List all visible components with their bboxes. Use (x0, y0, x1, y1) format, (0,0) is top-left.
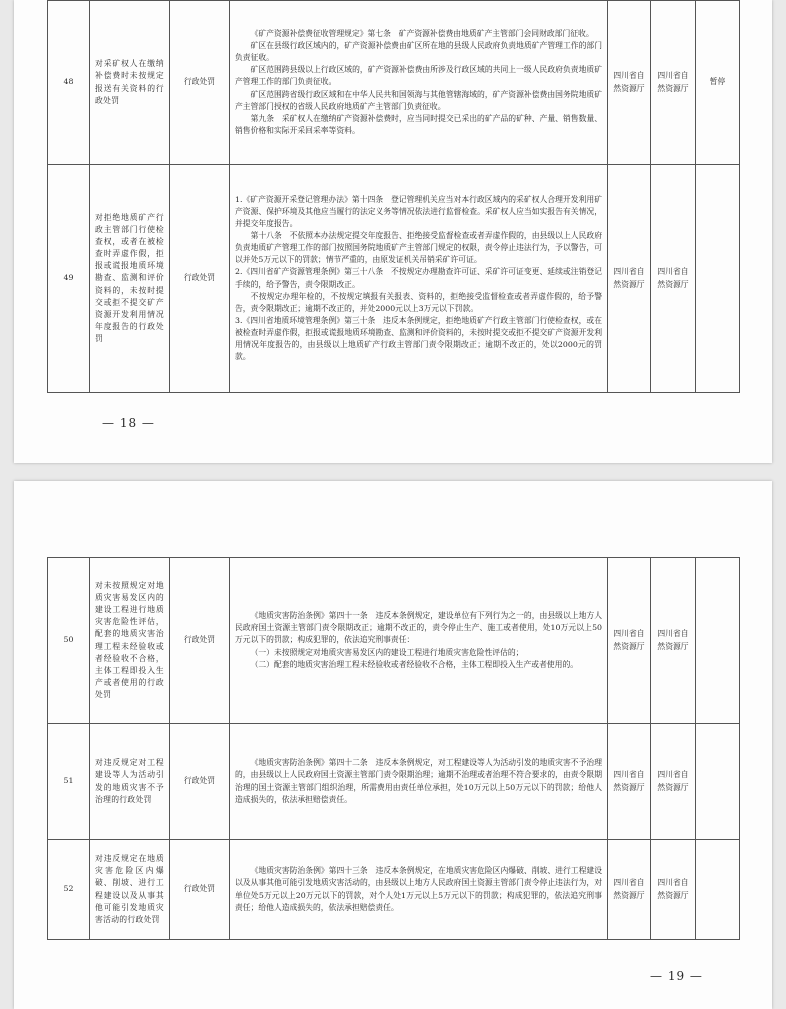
basis-paragraph: 2.《四川省矿产资源管理条例》第三十八条 不按规定办理勘查许可证、采矿许可证变更、延续或注销登记手续的，给予警告，责令限期改正。 (235, 267, 602, 289)
implementing-agency: 四川省自然资源厅 (608, 840, 651, 940)
item-type: 行政处罚 (170, 840, 230, 940)
remark: 暂停 (696, 1, 740, 165)
table-row (48, 1, 740, 165)
basis-paragraph: （一）未按照规定对地质灾害易发区内的建设工程进行地质灾害危险性评估的； (250, 647, 524, 657)
table-row (48, 724, 740, 840)
basis-paragraph: 《地质灾害防治条例》第四十二条 违反本条例规定，对工程建设等人为活动引发的地质灾害不予治理的，由县级以上人民政府国土资源主管部门责令限期治理；逾期不治理或者治理不符合要求的，由责令限期治理的国土资源主管部门组织治理，所需费用由责任单位承担，处10万元以上50万元以下的罚款；给他人造成损失的，依法承担赔偿责任。 (235, 758, 602, 804)
remark (696, 165, 740, 393)
table-row (48, 165, 740, 393)
basis-paragraph: 矿区范围跨省级行政区域和在中华人民共和国领海与其他管辖海域的，矿产资源补偿费由国务院地质矿产主管部门授权的省级人民政府地质矿产主管部门负责征收。 (235, 89, 602, 111)
document-page-19 (14, 481, 772, 1009)
table-row (48, 558, 740, 724)
remark (696, 840, 740, 940)
basis-paragraph: 1.《矿产资源开采登记管理办法》第十四条 登记管理机关应当对本行政区域内的采矿权人合理开发利用矿产资源、保护环境及其他应当履行的法定义务等情况依法进行监督检查。采矿权人应当如实报告有关情况，并提交年度报告。 (235, 194, 602, 229)
basis-paragraph: 《矿产资源补偿费征收管理规定》第七条 矿产资源补偿费由地质矿产主管部门会同财政部门征收。 (250, 29, 594, 39)
power-list-table (47, 0, 740, 393)
remark (696, 558, 740, 724)
item-name: 对违反规定在地质灾害危险区内爆破、削坡、进行工程建设以及从事其他可能引发地质灾害活动的行政处罚 (90, 840, 170, 940)
row-number: 48 (48, 1, 90, 165)
basis-paragraph: 矿区在县级行政区域内的，矿产资源补偿费由矿区所在地的县级人民政府负责地质矿产管理工作的部门负责征收。 (235, 41, 602, 63)
legal-basis (230, 724, 608, 840)
power-list-table (47, 557, 740, 940)
basis-paragraph: 《地质灾害防治条例》第四十一条 违反本条例规定，建设单位有下列行为之一的，由县级以上地方人民政府国土资源主管部门责令限期改正；逾期不改正的，责令停止生产、施工或者使用，处10万元以上50万元以下的罚款；构成犯罪的，依法追究刑事责任： (235, 611, 602, 645)
legal-basis (230, 1, 608, 165)
item-type: 行政处罚 (170, 558, 230, 724)
basis-paragraph: 3.《四川省地质环境管理条例》第三十条 违反本条例规定，拒绝地质矿产行政主管部门行使检查权，或在被检查时弄虚作假，拒报或谎报地质环境勘查、监测和评价资料的，未按时提交或拒不提交矿产资源开发利用情况年度报告的，由县级以上地质矿产行政主管部门责令限期改正；逾期不改正的，处以2000元的罚款。 (235, 315, 602, 361)
basis-paragraph: 《地质灾害防治条例》第四十三条 违反本条例规定，在地质灾害危险区内爆破、削坡、进行工程建设以及从事其他可能引发地质灾害活动的，由县级以上地方人民政府国土资源主管部门责令停止违法行为，对单位处5万元以上20万元以下的罚款，对个人处1万元以上5万元以下的罚款；构成犯罪的，依法追究刑事责任；给他人造成损失的，依法承担赔偿责任。 (235, 866, 602, 912)
remark (696, 724, 740, 840)
row-number: 50 (48, 558, 90, 724)
page-number: — 18 — (102, 416, 155, 430)
item-type: 行政处罚 (170, 724, 230, 840)
item-type: 行政处罚 (170, 1, 230, 165)
page-number: — 19 — (650, 969, 703, 983)
responsible-agency: 四川省自然资源厅 (651, 165, 696, 393)
implementing-agency: 四川省自然资源厅 (608, 1, 651, 165)
legal-basis (230, 558, 608, 724)
basis-paragraph: 第十八条 不依照本办法规定提交年度报告、拒绝接受监督检查或者弄虚作假的，由县级以上人民政府负责地质矿产管理工作的部门按照国务院地质矿产主管部门规定的权限，责令停止违法行为，予以警告，可以并处5万元以下的罚款；情节严重的，由原发证机关吊销采矿许可证。 (235, 231, 602, 265)
responsible-agency: 四川省自然资源厅 (651, 1, 696, 165)
row-number: 51 (48, 724, 90, 840)
implementing-agency: 四川省自然资源厅 (608, 558, 651, 724)
basis-paragraph: 不按规定办理年检的，不按规定填报有关报表、资料的，拒绝接受监督检查或者弄虚作假的，给予警告，责令限期改正；逾期不改正的，并处2000元以上3万元以下罚款。 (235, 291, 602, 313)
item-name: 对违反规定对工程建设等人为活动引发的地质灾害不予治理的行政处罚 (90, 724, 170, 840)
basis-paragraph: 矿区范围跨县级以上行政区域的，矿产资源补偿费由所涉及行政区域的共同上一级人民政府负责地质矿产管理工作的部门负责征收。 (235, 65, 602, 87)
basis-paragraph: （二）配套的地质灾害治理工程未经验收或者经验收不合格，主体工程即投入生产或者使用的。 (250, 659, 579, 669)
row-number: 49 (48, 165, 90, 393)
item-type: 行政处罚 (170, 165, 230, 393)
item-name: 对未按照规定对地质灾害易发区内的建设工程进行地质灾害危险性评估，配套的地质灾害治理工程未经验收或者经验收不合格，主体工程即投入生产或者使用的行政处罚 (90, 558, 170, 724)
responsible-agency: 四川省自然资源厅 (651, 724, 696, 840)
basis-paragraph: 第九条 采矿权人在缴纳矿产资源补偿费时，应当同时提交已采出的矿产品的矿种、产量、销售数量、销售价格和实际开采回采率等资料。 (235, 113, 602, 135)
implementing-agency: 四川省自然资源厅 (608, 724, 651, 840)
implementing-agency: 四川省自然资源厅 (608, 165, 651, 393)
row-number: 52 (48, 840, 90, 940)
item-name: 对采矿权人在缴纳补偿费时未按规定报送有关资料的行政处罚 (90, 1, 170, 165)
item-name: 对拒绝地质矿产行政主管部门行使检查权，或者在被检查时弄虚作假，拒报或谎报地质环境勘查、监测和评价资料的，未按时提交或拒不提交矿产资源开发利用情况年度报告的行政处罚 (90, 165, 170, 393)
document-page-18 (14, 0, 772, 463)
responsible-agency: 四川省自然资源厅 (651, 840, 696, 940)
legal-basis (230, 165, 608, 393)
table-row (48, 840, 740, 940)
legal-basis (230, 840, 608, 940)
responsible-agency: 四川省自然资源厅 (651, 558, 696, 724)
